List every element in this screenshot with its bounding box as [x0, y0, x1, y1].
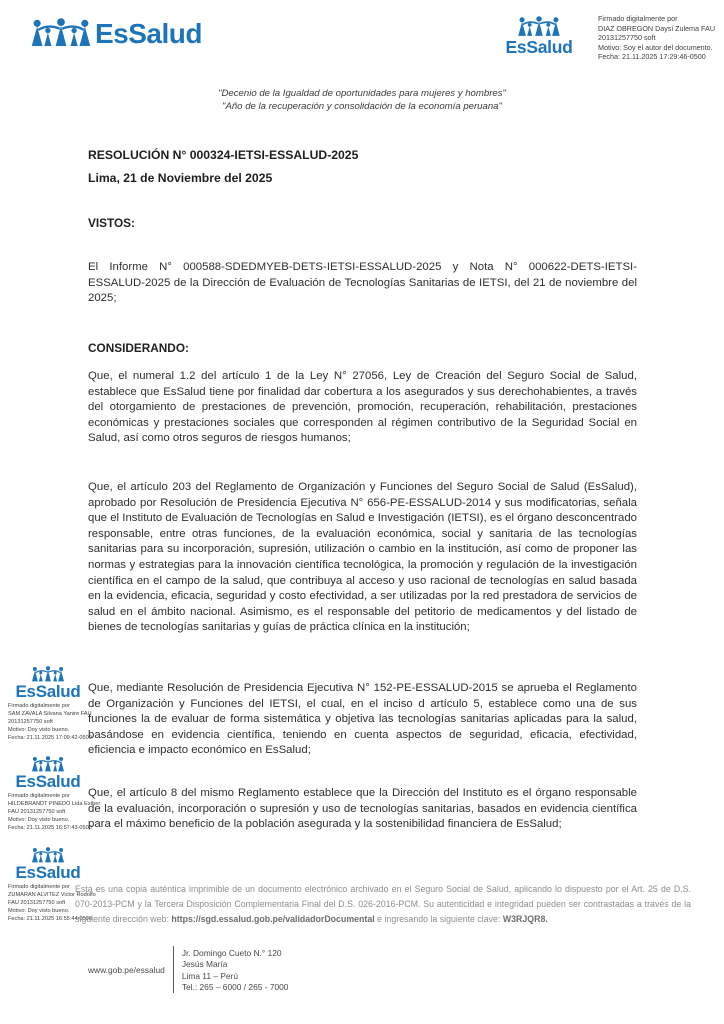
family-icon	[30, 18, 92, 49]
address-line: Jesús María	[181, 959, 228, 970]
stamp-line: Motivo: Doy visto bueno.	[8, 816, 70, 823]
authenticity-text: Esta es una copia auténtica imprimible de un documento electrónico archivado en el Seguro Social de Salud, aplicando lo dispuesto por el Art. 25 de D.S. 070-2013-PCM y la Tercera Disposición Complementaria Final del D.S. 026-2016-PCM. Su autenticidad e integridad pueden ser contrastadas a través de la siguiente dirección web:	[75, 884, 691, 924]
place-date: Lima, 21 de Noviembre del 2025	[88, 171, 273, 185]
signature-line: Motivo: Soy el autor del documento.	[598, 42, 713, 52]
essalud-logo-left	[30, 18, 202, 49]
stamp-line: Firmado digitalmente por	[8, 792, 70, 799]
authenticity-text: e ingresando la siguiente clave:	[374, 913, 503, 924]
stamp-line: ZUMARAN ALVITEZ Victor Rodolfo	[8, 891, 96, 898]
body-paragraph: Que, el artículo 203 del Reglamento de Organización y Funciones del Seguro Social de Salud (EsSalud), aprobado por Resolución de Presidencia Ejecutiva N° 656-PE-ESSALUD-2014 y sus modificatorias, señala que el Instituto de Evaluación de Tecnologías en Salud e Investigación (IETSI), es el órgano desconcentrado responsable, entre otras funciones, de la evaluación económica, social y sanitaria de las tecnologías sanitarias para su incorporación, supresión, utilización o cambio en la institución, así como de proponer las normas y estrategias para la innovación científica tecnológica, la promoción y regulación de la investigación científica en el campo de la salud, que contribuya al acceso y uso racional de tecnologías en salud basada en la evidencia, eficacia, seguridad y costo efectividad, a ser utilizadas por la red prestadora de servicios de salud en el ámbito nacional. Asimismo, es el responsable del petitorio de medicamentos y del listado de bienes de tecnologías sanitarias y guías de práctica clínica en la institución;	[88, 481, 637, 634]
stamp-line: Motivo: Doy visto bueno.	[8, 726, 70, 733]
stamp-line: FAU 20131257750 soft	[8, 808, 66, 815]
essalud-wordmark: EsSalud	[505, 37, 573, 57]
stamp-line: HILDEBRANDT PINEDO Lida Esther	[8, 800, 101, 807]
header-quote: "Año de la recuperación y consolidación de la economía peruana"	[222, 100, 502, 112]
stamp-line: 20131257750 soft	[8, 718, 53, 725]
signature-line: DIAZ OBREGON Daysi Zulema FAU	[598, 23, 716, 33]
resolution-title: RESOLUCIÓN N° 000324-IETSI-ESSALUD-2025	[88, 148, 359, 162]
stamp-wordmark: EsSalud	[15, 863, 81, 882]
body-paragraph: Que, mediante Resolución de Presidencia Ejecutiva N° 152-PE-ESSALUD-2015 se aprueba el Reglamento de Organización y Funciones del IETSI, el cual, en el inciso d artículo 5, establece como una de sus funciones la de evaluar de forma sistemática y objetiva las tecnologías sanitarias aplicadas para la salud, basándose en evidencia científica, teniendo en cuenta aspectos de seguridad, eficacia, efectividad, eficiencia e impacto económico en EsSalud;	[88, 682, 637, 757]
footer-divider	[173, 946, 174, 993]
signature-line: Firmado digitalmente por	[598, 14, 678, 23]
digital-signature-block	[598, 14, 720, 62]
signature-stamp	[8, 756, 101, 832]
footer-address	[182, 946, 289, 993]
signature-line: Fecha: 21.11.2025 17:29:46-0500	[598, 52, 706, 61]
vistos-paragraph: El Informe N° 000588-SDEDMYEB-DETS-IETSI-ESSALUD-2025 y Nota N° 000622-DETS-IETSI-ESSALUD-2025 de la Dirección de Evaluación de Tecnologías Sanitarias de IETSI, del 21 de noviembre del 2025;	[88, 261, 637, 305]
stamp-wordmark: EsSalud	[15, 772, 81, 791]
page-footer	[88, 946, 288, 993]
stamp-line: FAU 20131257750 soft	[8, 899, 66, 906]
stamp-line: SAM ZAVALA Silvana Yanire FAU	[8, 710, 92, 717]
validator-url: https://sgd.essalud.gob.pe/validadorDocumental	[171, 913, 375, 924]
family-icon	[517, 16, 561, 38]
stamp-line: Fecha: 21.11.2025 17:09:42-0500	[8, 734, 92, 741]
stamp-line: Motivo: Doy visto bueno.	[8, 907, 70, 914]
family-icon	[31, 666, 65, 683]
address-line: Tel.: 265 – 6000 / 265 - 7000	[181, 981, 289, 992]
stamp-line: Fecha: 21.11.2025 16:55:44-0500	[8, 915, 92, 922]
signature-stamp	[8, 666, 92, 742]
stamp-line: Fecha: 21.11.2025 16:57:43-0500	[8, 824, 92, 831]
essalud-logo-right	[502, 16, 576, 57]
address-line: Lima 11 – Perú	[181, 970, 239, 981]
authenticity-note	[75, 882, 691, 926]
stamp-wordmark: EsSalud	[15, 682, 81, 701]
considerando-heading: CONSIDERANDO:	[88, 341, 189, 355]
stamp-line: Firmado digitalmente por	[8, 883, 70, 890]
vistos-heading: VISTOS:	[88, 216, 135, 230]
header-quotes	[0, 88, 724, 113]
address-line: Jr. Domingo Cueto N.° 120	[181, 948, 282, 958]
family-icon	[31, 756, 65, 773]
family-icon	[31, 847, 65, 864]
body-paragraph: Que, el artículo 8 del mismo Reglamento establece que la Dirección del Instituto es el órgano responsable de la evaluación, incorporación o supresión y uso de tecnologías sanitarias, basados en evidencia científica para el máximo beneficio de la población asegurada y la sostenibilidad financiera de EsSalud;	[88, 787, 637, 831]
essalud-wordmark: EsSalud	[95, 17, 202, 49]
header-quote: "Decenio de la Igualdad de oportunidades para mujeres y hombres"	[218, 88, 506, 99]
stamp-line: Firmado digitalmente por	[8, 702, 70, 709]
body-paragraph: Que, el numeral 1.2 del artículo 1 de la Ley N° 27056, Ley de Creación del Seguro Social de Salud, establece que EsSalud tiene por finalidad dar cobertura a los asegurados y sus derechohabientes, a través del otorgamiento de prestaciones de prevención, promoción, recuperación, rehabilitación, prestaciones económicas y prestaciones sociales que corresponden al régimen contributivo de la Seguridad Social en Salud, así como otros seguros de riesgos humanos;	[88, 370, 637, 445]
validation-code: W3RJQR8.	[502, 913, 548, 924]
footer-website: www.gob.pe/essalud	[88, 964, 165, 975]
signature-line: 20131257750 soft	[598, 33, 656, 42]
